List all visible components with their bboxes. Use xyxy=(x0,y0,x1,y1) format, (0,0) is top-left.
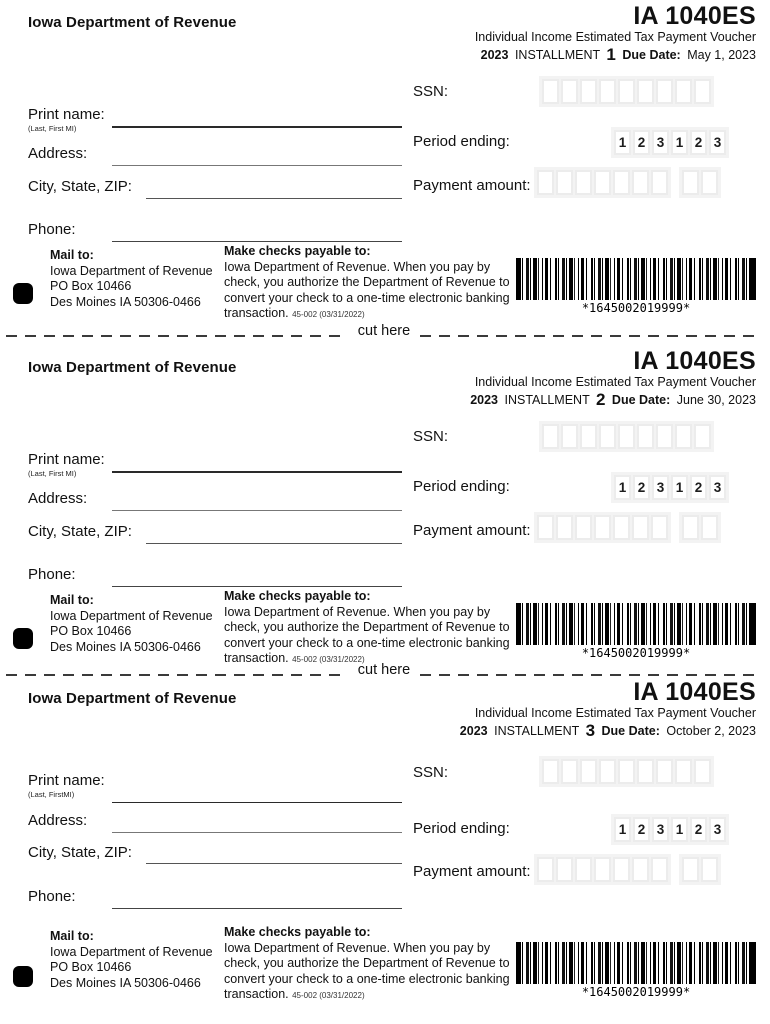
ssn-box[interactable] xyxy=(618,424,635,449)
mail-to-line: PO Box 10466 xyxy=(50,279,132,293)
ssn-box[interactable] xyxy=(561,424,578,449)
period-ending-boxes xyxy=(611,472,729,503)
payment-box[interactable] xyxy=(651,170,668,195)
phone-input-line[interactable] xyxy=(112,908,402,909)
mail-to-label: Mail to: xyxy=(50,929,94,943)
city-state-zip-input-line[interactable] xyxy=(146,198,402,199)
period-digit-box: 3 xyxy=(652,130,669,155)
ssn-box[interactable] xyxy=(675,759,692,784)
address-label: Address: xyxy=(28,812,88,829)
ssn-box[interactable] xyxy=(599,79,616,104)
ssn-box[interactable] xyxy=(656,424,673,449)
agency-name: Iowa Department of Revenue xyxy=(28,359,237,376)
phone-input-line[interactable] xyxy=(112,586,402,587)
agency-name: Iowa Department of Revenue xyxy=(28,690,237,707)
due-date-label: Due Date: xyxy=(622,48,681,62)
ssn-box[interactable] xyxy=(694,424,711,449)
mail-to-line: Des Moines IA 50306-0466 xyxy=(50,294,201,309)
mail-to-line: Iowa Department of Revenue xyxy=(50,944,213,959)
ssn-box[interactable] xyxy=(561,759,578,784)
ssn-label: SSN: xyxy=(413,83,449,100)
installment-line xyxy=(475,46,756,64)
payment-box[interactable] xyxy=(701,857,718,882)
form-header xyxy=(475,3,756,64)
ssn-box[interactable] xyxy=(580,79,597,104)
period-ending-label: Period ending: xyxy=(413,133,510,150)
ssn-box[interactable] xyxy=(694,759,711,784)
installment-word: INSTALLMENT xyxy=(514,48,600,62)
payment-box[interactable] xyxy=(575,515,592,540)
installment-line xyxy=(467,391,756,409)
print-name-hint: (Last, FirstMI) xyxy=(28,790,75,799)
form-subtitle: Individual Income Estimated Tax Payment Voucher xyxy=(474,375,756,389)
ssn-box[interactable] xyxy=(675,424,692,449)
period-digit-box: 3 xyxy=(652,475,669,500)
ssn-box[interactable] xyxy=(580,759,597,784)
payment-box[interactable] xyxy=(682,170,699,195)
city-state-zip-label: City, State, ZIP: xyxy=(28,178,132,195)
payment-amount-boxes[interactable] xyxy=(534,167,721,198)
payment-box[interactable] xyxy=(651,515,668,540)
mail-to-line: Iowa Department of Revenue xyxy=(50,263,213,278)
period-digit-box: 3 xyxy=(709,475,726,500)
period-digit-box: 1 xyxy=(614,130,631,155)
print-name-hint: (Last, First MI) xyxy=(28,124,77,133)
payment-voucher xyxy=(0,676,770,1016)
ssn-box[interactable] xyxy=(675,79,692,104)
form-code: 45-002 (03/31/2022) xyxy=(292,991,365,1000)
form-header xyxy=(457,679,756,740)
payment-box[interactable] xyxy=(594,857,611,882)
barcode-bars-icon xyxy=(516,258,756,300)
print-name-hint: (Last, First MI) xyxy=(28,469,77,478)
payment-box[interactable] xyxy=(682,857,699,882)
due-date: June 30, 2023 xyxy=(676,393,756,407)
print-name-label: Print name: xyxy=(28,451,105,468)
payment-box[interactable] xyxy=(537,515,554,540)
mail-to-label: Mail to: xyxy=(50,593,94,607)
ssn-input-boxes[interactable] xyxy=(539,756,714,787)
mail-to-line: Des Moines IA 50306-0466 xyxy=(50,639,201,654)
cut-dash-right xyxy=(420,335,762,337)
due-date-label: Due Date: xyxy=(601,724,660,738)
barcode-value: *1645002019999* xyxy=(581,985,691,999)
period-digit-box: 2 xyxy=(633,817,650,842)
make-checks-label: Make checks payable to: xyxy=(224,925,371,939)
form-subtitle: Individual Income Estimated Tax Payment Voucher xyxy=(474,706,756,720)
phone-label: Phone: xyxy=(28,888,76,905)
cut-here-line xyxy=(6,323,762,340)
cut-here-label: cut here xyxy=(357,323,411,339)
ssn-label: SSN: xyxy=(413,764,449,781)
mail-to-block xyxy=(50,248,213,310)
address-label: Address: xyxy=(28,145,88,162)
payment-dollars-boxes[interactable] xyxy=(534,854,671,885)
ssn-box[interactable] xyxy=(542,79,559,104)
ssn-box[interactable] xyxy=(637,79,654,104)
payment-box[interactable] xyxy=(613,515,630,540)
mail-to-line: Iowa Department of Revenue xyxy=(50,608,213,623)
barcode-bars-icon xyxy=(516,942,756,984)
mail-to-block xyxy=(50,593,213,655)
cut-dash-left xyxy=(6,335,348,337)
make-checks-body: Iowa Department of Revenue. When you pay by check, you authorize the Department of Revenue to convert your check to a one-time electronic banking transaction. xyxy=(224,604,510,665)
payment-amount-label: Payment amount: xyxy=(413,863,531,880)
ssn-box[interactable] xyxy=(542,759,559,784)
payment-box[interactable] xyxy=(594,515,611,540)
print-name-label: Print name: xyxy=(28,772,105,789)
cut-here-line xyxy=(6,662,762,679)
payment-amount-label: Payment amount: xyxy=(413,522,531,539)
installment-word: INSTALLMENT xyxy=(494,724,580,738)
period-ending-label: Period ending: xyxy=(413,478,510,495)
ssn-box[interactable] xyxy=(599,424,616,449)
payment-box[interactable] xyxy=(594,170,611,195)
payment-amount-label: Payment amount: xyxy=(413,177,531,194)
tax-year: 2023 xyxy=(459,724,488,738)
period-digit-box: 3 xyxy=(652,817,669,842)
period-ending-label: Period ending: xyxy=(413,820,510,837)
period-digit-box: 2 xyxy=(690,817,707,842)
registration-mark xyxy=(13,966,33,987)
make-checks-label: Make checks payable to: xyxy=(224,244,371,258)
ssn-label: SSN: xyxy=(413,428,449,445)
ssn-box[interactable] xyxy=(694,79,711,104)
period-digit-box: 3 xyxy=(709,817,726,842)
phone-input-line[interactable] xyxy=(112,241,402,242)
form-id: IA 1040ES xyxy=(633,347,756,375)
payment-box[interactable] xyxy=(701,170,718,195)
payment-cents-boxes[interactable] xyxy=(679,512,721,543)
period-digit-box: 1 xyxy=(614,817,631,842)
form-code: 45-002 (03/31/2022) xyxy=(292,310,365,319)
city-state-zip-label: City, State, ZIP: xyxy=(28,844,132,861)
payment-box[interactable] xyxy=(651,857,668,882)
form-code: 45-002 (03/31/2022) xyxy=(292,655,365,664)
due-date: October 2, 2023 xyxy=(666,724,756,738)
make-checks-body: Iowa Department of Revenue. When you pay by check, you authorize the Department of Revenue to convert your check to a one-time electronic banking transaction. xyxy=(224,259,510,320)
payment-dollars-boxes[interactable] xyxy=(534,512,671,543)
payment-cents-boxes[interactable] xyxy=(679,854,721,885)
payment-box[interactable] xyxy=(575,857,592,882)
payment-box[interactable] xyxy=(537,857,554,882)
ssn-box[interactable] xyxy=(637,424,654,449)
make-checks-text xyxy=(224,605,524,668)
barcode-value: *1645002019999* xyxy=(581,646,691,660)
mail-to-line: PO Box 10466 xyxy=(50,624,132,638)
payment-box[interactable] xyxy=(682,515,699,540)
ssn-input-boxes[interactable] xyxy=(539,421,714,452)
payment-amount-boxes[interactable] xyxy=(534,512,721,543)
print-name-label: Print name: xyxy=(28,106,105,123)
payment-box[interactable] xyxy=(575,170,592,195)
form-header xyxy=(467,348,756,409)
payment-box[interactable] xyxy=(632,170,649,195)
ssn-box[interactable] xyxy=(618,79,635,104)
barcode-bars-icon xyxy=(516,603,756,645)
ssn-box[interactable] xyxy=(561,79,578,104)
make-checks-text xyxy=(224,941,524,1004)
payment-box[interactable] xyxy=(556,857,573,882)
payment-voucher xyxy=(0,0,770,340)
period-ending-boxes xyxy=(611,814,729,845)
registration-mark xyxy=(13,628,33,649)
payment-cents-boxes[interactable] xyxy=(679,167,721,198)
payment-box[interactable] xyxy=(701,515,718,540)
ssn-box[interactable] xyxy=(542,424,559,449)
make-checks-block xyxy=(224,589,524,668)
mail-to-line: Des Moines IA 50306-0466 xyxy=(50,975,201,990)
ssn-box[interactable] xyxy=(599,759,616,784)
print-name-input-line[interactable] xyxy=(112,126,402,128)
payment-box[interactable] xyxy=(537,170,554,195)
installment-number: 3 xyxy=(585,721,596,740)
payment-box[interactable] xyxy=(556,170,573,195)
address-input-line[interactable] xyxy=(112,510,402,511)
cut-dash-left xyxy=(6,674,348,676)
ssn-box[interactable] xyxy=(580,424,597,449)
tax-year: 2023 xyxy=(480,48,509,62)
payment-box[interactable] xyxy=(613,170,630,195)
address-input-line[interactable] xyxy=(112,832,402,833)
payment-voucher xyxy=(0,345,770,685)
payment-box[interactable] xyxy=(632,857,649,882)
form-id: IA 1040ES xyxy=(633,2,756,30)
barcode xyxy=(516,603,756,660)
payment-box[interactable] xyxy=(556,515,573,540)
city-state-zip-input-line[interactable] xyxy=(146,543,402,544)
period-digit-box: 2 xyxy=(633,130,650,155)
period-digit-box: 1 xyxy=(671,817,688,842)
ssn-box[interactable] xyxy=(637,759,654,784)
city-state-zip-label: City, State, ZIP: xyxy=(28,523,132,540)
payment-dollars-boxes[interactable] xyxy=(534,167,671,198)
payment-box[interactable] xyxy=(613,857,630,882)
installment-word: INSTALLMENT xyxy=(504,393,590,407)
make-checks-text xyxy=(224,260,524,323)
barcode-value: *1645002019999* xyxy=(581,301,691,315)
phone-label: Phone: xyxy=(28,221,76,238)
make-checks-block xyxy=(224,244,524,323)
installment-number: 2 xyxy=(595,390,606,409)
installment-number: 1 xyxy=(606,45,616,64)
make-checks-body: Iowa Department of Revenue. When you pay by check, you authorize the Department of Revenue to convert your check to a one-time electronic banking transaction. xyxy=(224,940,510,1001)
make-checks-label: Make checks payable to: xyxy=(224,589,371,603)
agency-name: Iowa Department of Revenue xyxy=(28,14,237,31)
period-digit-box: 1 xyxy=(671,130,688,155)
payment-box[interactable] xyxy=(632,515,649,540)
mail-to-line: PO Box 10466 xyxy=(50,960,132,974)
phone-label: Phone: xyxy=(28,566,76,583)
ssn-input-boxes[interactable] xyxy=(539,76,714,107)
cut-here-label: cut here xyxy=(357,662,411,678)
registration-mark xyxy=(13,283,33,304)
period-digit-box: 1 xyxy=(614,475,631,500)
installment-line xyxy=(457,722,756,740)
make-checks-block xyxy=(224,925,524,1004)
barcode xyxy=(516,942,756,999)
address-label: Address: xyxy=(28,490,88,507)
due-date: May 1, 2023 xyxy=(687,48,756,62)
tax-year: 2023 xyxy=(470,393,499,407)
form-subtitle: Individual Income Estimated Tax Payment Voucher xyxy=(474,30,756,44)
print-name-input-line[interactable] xyxy=(112,471,402,473)
mail-to-block xyxy=(50,929,213,991)
period-digit-box: 3 xyxy=(709,130,726,155)
barcode xyxy=(516,258,756,315)
cut-dash-right xyxy=(420,674,762,676)
ssn-box[interactable] xyxy=(656,759,673,784)
ssn-box[interactable] xyxy=(656,79,673,104)
ssn-box[interactable] xyxy=(618,759,635,784)
period-digit-box: 2 xyxy=(690,130,707,155)
period-digit-box: 2 xyxy=(633,475,650,500)
print-name-input-line[interactable] xyxy=(112,802,402,803)
due-date-label: Due Date: xyxy=(611,393,671,407)
address-input-line[interactable] xyxy=(112,165,402,166)
form-id: IA 1040ES xyxy=(633,678,756,706)
payment-amount-boxes[interactable] xyxy=(534,854,721,885)
city-state-zip-input-line[interactable] xyxy=(146,863,402,864)
period-digit-box: 1 xyxy=(671,475,688,500)
period-ending-boxes xyxy=(611,127,729,158)
mail-to-label: Mail to: xyxy=(50,248,94,262)
period-digit-box: 2 xyxy=(690,475,707,500)
